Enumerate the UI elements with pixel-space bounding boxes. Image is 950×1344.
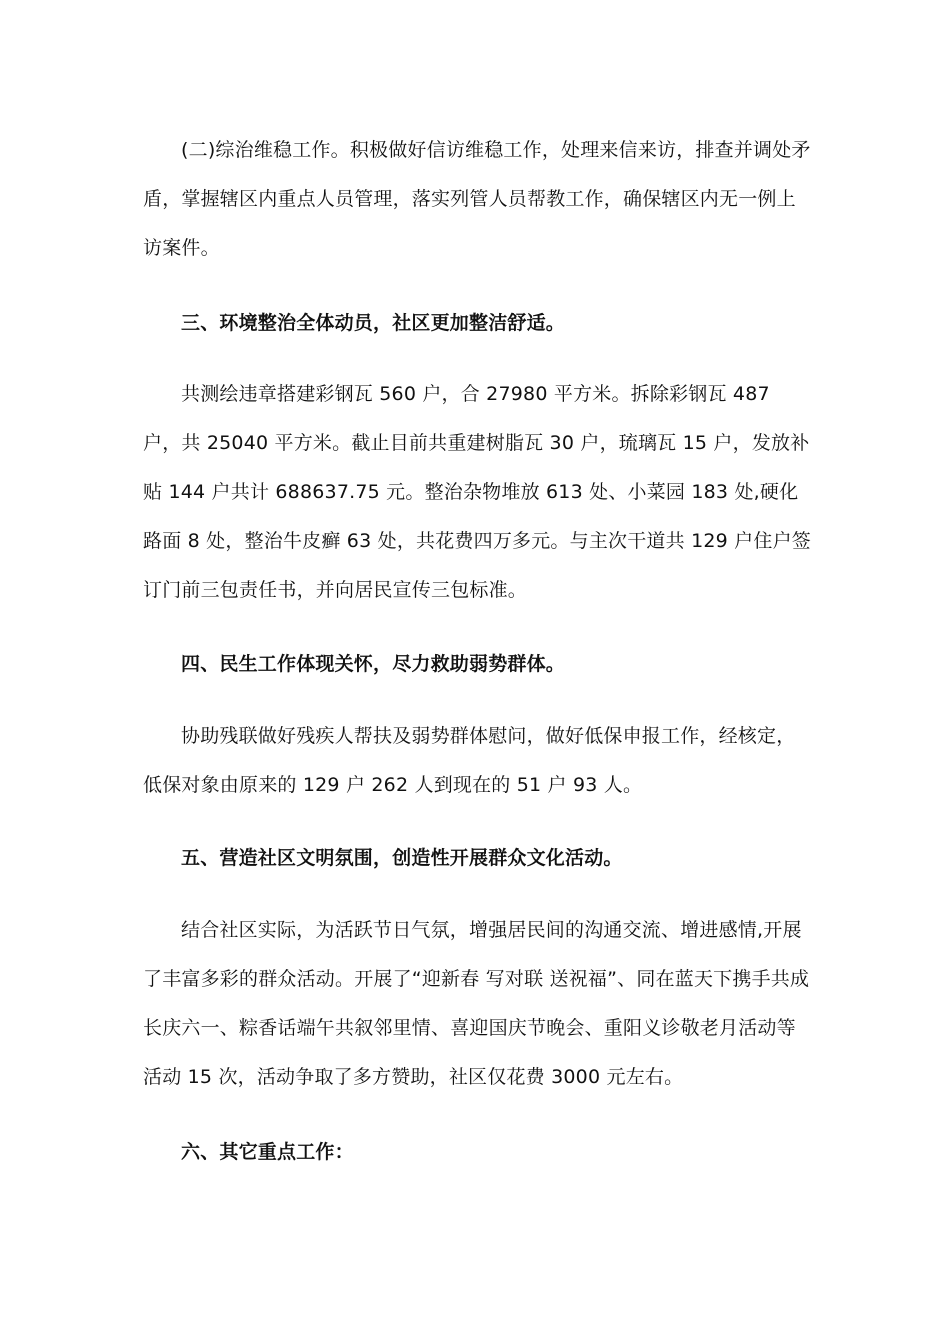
section-heading-environment	[143, 308, 813, 338]
heading-livelihood: 四、民生工作体现关怀，尽力救助弱势群体。	[181, 653, 566, 675]
environment-paragraph: 共测绘违章搭建彩钢瓦 560 户，合 27980 平方米。拆除彩钢瓦 487 户，共 25040 平方米。截止目前共重建树脂瓦 30 户，琉璃瓦 15 户，发放补贴 144 户共计 688637.75 元。整治杂物堆放 613 处、小菜园 183 处,硬化路面 8 处，整治牛皮癣 63 处，共花费四万多元。与主次干道共 129 户住户签订门前三包责任书，并向居民宣传三包标准。	[143, 383, 811, 601]
heading-other: 六、其它重点工作：	[181, 1141, 354, 1163]
heading-culture: 五、营造社区文明氛围，创造性开展群众文化活动。	[181, 847, 623, 869]
culture-paragraph: 结合社区实际，为活跃节日气氛，增强居民间的沟通交流、增进感情,开展了丰富多彩的群众活动。开展了“迎新春 写对联 送祝福”、同在蓝天下携手共成长庆六一、粽香话端午共叙邻里情、喜迎国庆节晚会、重阳义诊敬老月活动等活动 15 次，活动争取了多方赞助，社区仅花费 3000 元左右。	[143, 919, 810, 1088]
environment-section	[143, 370, 813, 615]
stability-section	[143, 126, 813, 273]
livelihood-section	[143, 712, 813, 810]
livelihood-paragraph: 协助残联做好残疾人帮扶及弱势群体慰问，做好低保申报工作，经核定，低保对象由原来的 129 户 262 人到现在的 51 户 93 人。	[143, 725, 796, 796]
stability-paragraph: (二)综治维稳工作。积极做好信访维稳工作，处理来信来访，排查并调处矛盾，掌握辖区内重点人员管理，落实列管人员帮教工作，确保辖区内无一例上访案件。	[143, 139, 811, 259]
section-heading-culture	[143, 843, 813, 873]
culture-section	[143, 906, 813, 1102]
heading-environment: 三、环境整治全体动员，社区更加整洁舒适。	[181, 312, 566, 334]
section-heading-other	[143, 1137, 813, 1167]
section-heading-livelihood	[143, 649, 813, 679]
